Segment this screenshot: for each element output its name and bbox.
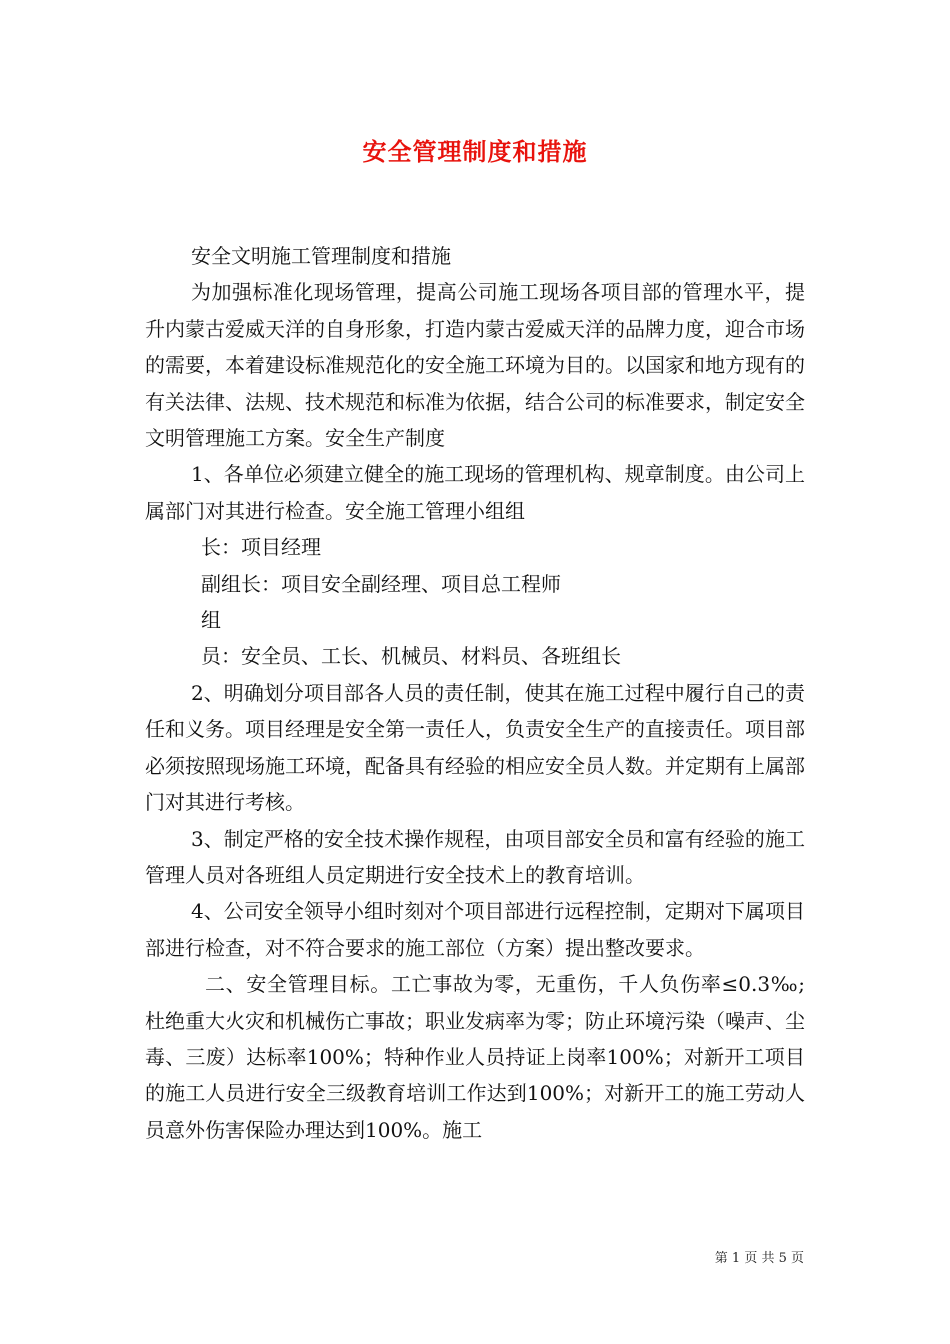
paragraph-intro: 为加强标准化现场管理，提高公司施工现场各项目部的管理水平，提升内蒙古爱威天洋的自身形象，打造内蒙古爱威天洋的品牌力度，迎合市场的需要，本着建设标准规范化的安全施工环境为目的。以国家和地方现有的有关法律、法规、技术规范和标准为依据，结合公司的标准要求，制定安全文明管理施工方案。安全生产制度 xyxy=(145,280,805,451)
paragraph-subtitle: 安全文明施工管理制度和措施 xyxy=(191,244,451,268)
page-number-footer: 第 1 页 共 5 页 xyxy=(714,1251,804,1266)
paragraph-item-4: 4、公司安全领导小组时刻对个项目部进行远程控制，定期对下属项目部进行检查，对不符合要求的施工部位（方案）提出整改要求。 xyxy=(145,899,805,960)
document-body xyxy=(145,238,805,1148)
paragraph-item-1: 1、各单位必须建立健全的施工现场的管理机构、规章制度。由公司上属部门对其进行检查。安全施工管理小组组 xyxy=(145,462,805,523)
paragraph-members: 员：安全员、工长、机械员、材料员、各班组长 xyxy=(201,644,621,669)
paragraph-deputy-leader: 副组长：项目安全副经理、项目总工程师 xyxy=(201,571,561,596)
paragraph-item-2: 2、明确划分项目部各人员的责任制，使其在施工过程中履行自己的责任和义务。项目经理是安全第一责任人，负责安全生产的直接责任。项目部必须按照现场施工环境，配备具有经验的相应安全员人数。并定期有上属部门对其进行考核。 xyxy=(145,680,805,815)
document-title: 安全管理制度和措施 xyxy=(362,138,588,166)
paragraph-group: 组 xyxy=(201,608,221,633)
paragraph-item-3: 3、制定严格的安全技术操作规程，由项目部安全员和富有经验的施工管理人员对各班组人员定期进行安全技术上的教育培训。 xyxy=(145,826,805,887)
paragraph-leader: 长：项目经理 xyxy=(201,535,321,560)
paragraph-safety-goals: 二、安全管理目标。工亡事故为零，无重伤，千人负伤率≤0.3‰;杜绝重大火灾和机械伤亡事故；职业发病率为零；防止环境污染（噪声、尘毒、三废）达标率100%；特种作业人员持证上岗率100%；对新开工项目的施工人员进行安全三级教育培训工作达到100%；对新开工的施工劳动人员意外伤害保险办理达到100%。施工 xyxy=(145,972,805,1142)
